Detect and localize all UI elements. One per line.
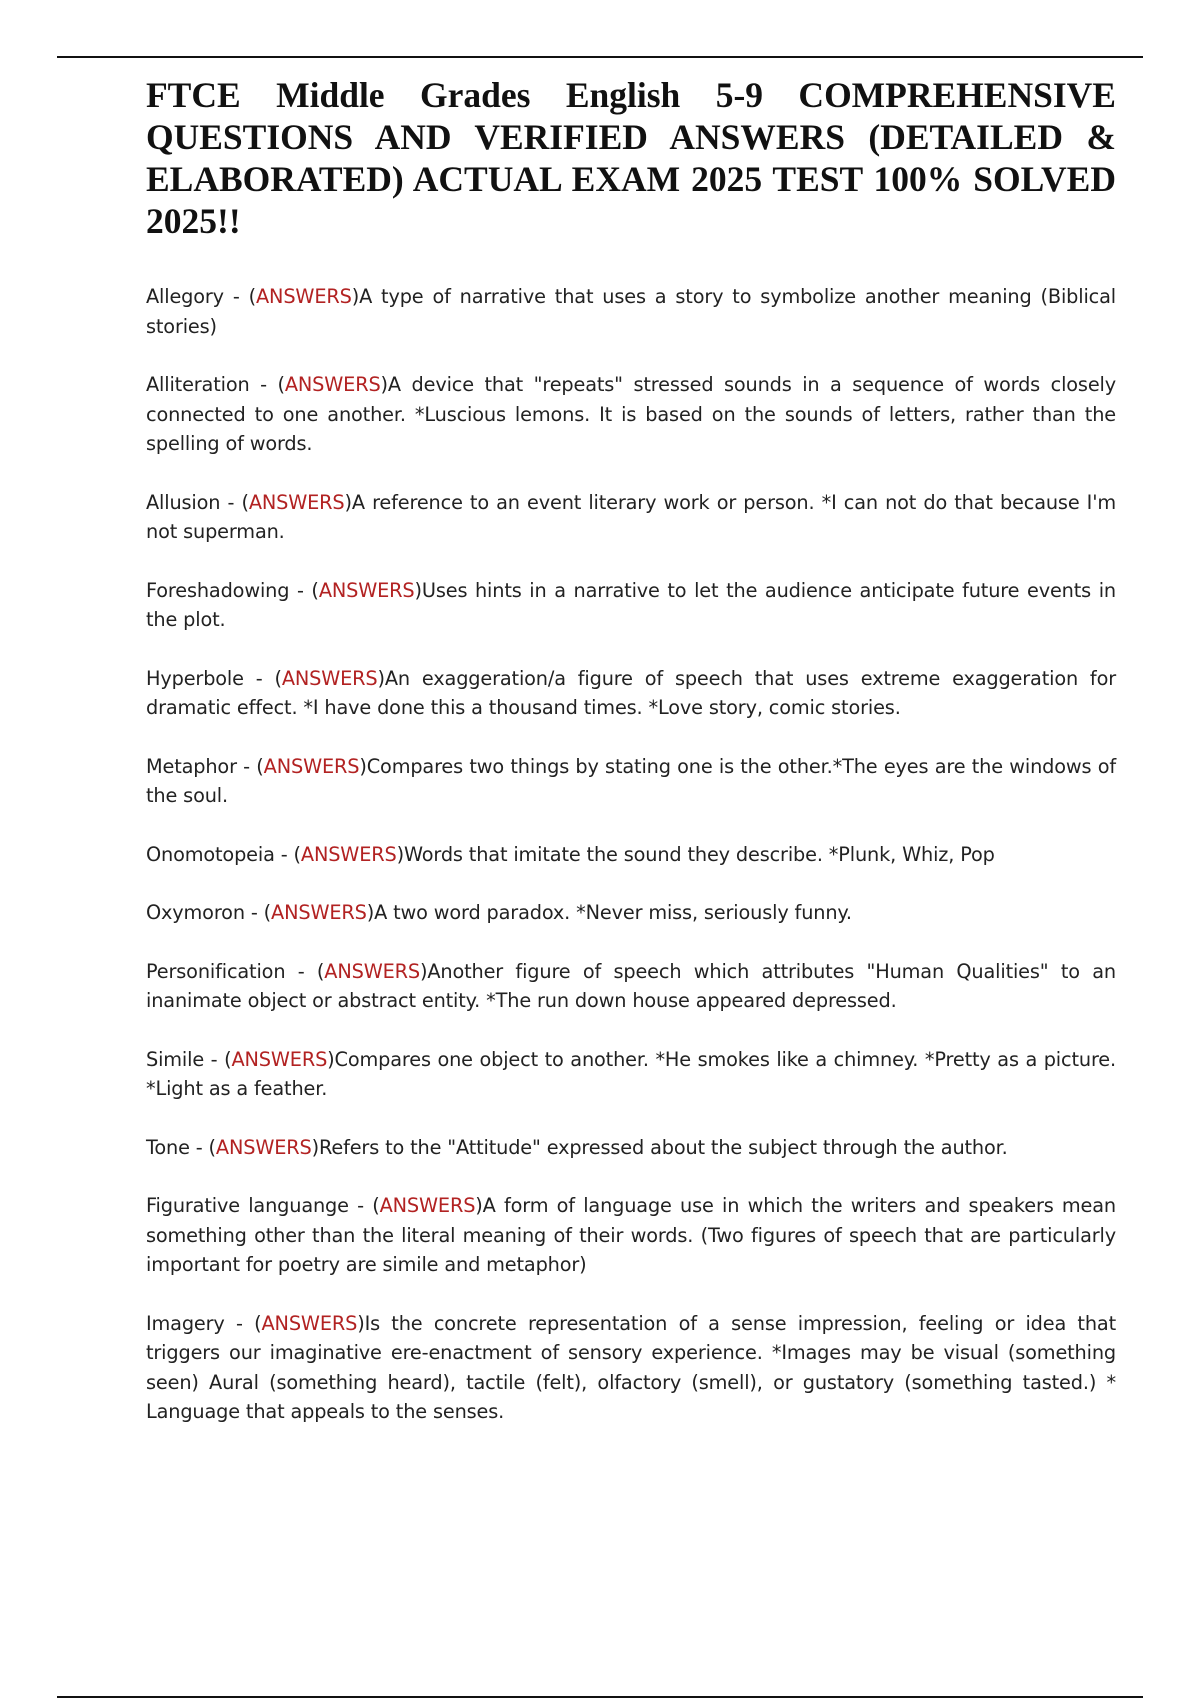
entry-definition: Compares one object to another. *He smokes like a chimney. *Pretty as a picture. *Light as a feather. (146, 1047, 1116, 1100)
glossary-entry: Personification - (ANSWERS)Another figure of speech which attributes "Human Qualities" to an inanimate object or abstract entity. *The run down house appeared depressed. (146, 959, 1117, 1012)
glossary-entry: Allusion - (ANSWERS)A reference to an event literary work or person. *I can not do that because I'm not superman. (146, 490, 1117, 543)
entry-definition: Is the concrete representation of a sense impression, feeling or idea that triggers our imaginative ere-enactment of sensory experience. *Images may be visual (something seen) Aural (something heard), tactile (felt), olfactory (smell), or gustatory (something tasted.) * Language that appeals to the senses. (146, 1311, 1116, 1423)
entry-term: Foreshadowing (146, 578, 290, 602)
answers-tag: ANSWERS (261, 1311, 358, 1335)
answers-tag: ANSWERS (215, 1135, 312, 1159)
bottom-rule (57, 1696, 1143, 1698)
glossary-entry: Alliteration - (ANSWERS)A device that "repeats" stressed sounds in a sequence of words closely connected to one another. *Luscious lemons. It is based on the sounds of letters, rather than the spelling of words. (146, 373, 1116, 455)
entry-definition: A reference to an event literary work or person. *I can not do that because I'm not superman. (146, 490, 1117, 543)
document-body (146, 74, 1116, 1456)
glossary-entry: Imagery - (ANSWERS)Is the concrete representation of a sense impression, feeling or idea that triggers our imaginative ere-enactment of sensory experience. *Images may be visual (something seen) Aural (something heard), tactile (felt), olfactory (smell), or gustatory (something tasted.) * Language that appeals to the senses. (146, 1311, 1116, 1423)
entry-term: Figurative languange (146, 1194, 349, 1217)
glossary-entry: Figurative languange - (ANSWERS)A form of language use in which the writers and speakers mean something other than the literal meaning of their words. (Two figures of speech that are particularly important for poetry are simile and metaphor) (146, 1194, 1116, 1276)
entry-definition: A two word paradox. *Never miss, seriously funny. (374, 901, 852, 924)
entry-term: Allusion (146, 490, 221, 514)
answers-tag: ANSWERS (318, 578, 415, 602)
top-rule (57, 56, 1143, 58)
entry-definition: Another figure of speech which attributes "Human Qualities" to an inanimate object or abstract entity. *The run down house appeared depressed. (146, 959, 1117, 1012)
answers-tag: ANSWERS (281, 666, 378, 690)
answers-tag: ANSWERS (231, 1047, 328, 1071)
entry-definition: A type of narrative that uses a story to symbolize another meaning (Biblical stories) (146, 285, 1116, 338)
glossary-entry: Hyperbole - (ANSWERS)An exaggeration/a figure of speech that uses extreme exaggeration for dramatic effect. *I have done this a thousand times. *Love story, comic stories. (146, 666, 1116, 719)
entry-definition: An exaggeration/a figure of speech that uses extreme exaggeration for dramatic effect. *I have done this a thousand times. *Love story, comic stories. (146, 666, 1116, 719)
entry-definition: Refers to the "Attitude" expressed about the subject through the author. (318, 1135, 1008, 1159)
entry-term: Simile (146, 1047, 205, 1071)
glossary-entry: Allegory - (ANSWERS)A type of narrative that uses a story to symbolize another meaning (Biblical stories) (146, 285, 1116, 338)
entry-term: Imagery (146, 1311, 225, 1335)
entry-term: Metaphor (146, 754, 237, 778)
entry-definition: Words that imitate the sound they describe. *Plunk, Whiz, Pop (403, 842, 995, 866)
glossary-entry: Simile - (ANSWERS)Compares one object to another. *He smokes like a chimney. *Pretty as a picture. *Light as a feather. (146, 1047, 1116, 1100)
glossary-entry: Oxymoron - (ANSWERS)A two word paradox. *Never miss, seriously funny. (146, 901, 852, 924)
answers-tag: ANSWERS (263, 754, 360, 778)
entry-term: Onomotopeia (146, 842, 275, 866)
answers-tag: ANSWERS (379, 1194, 476, 1217)
glossary-entry: Metaphor - (ANSWERS)Compares two things by stating one is the other.*The eyes are the windows of the soul. (146, 754, 1117, 807)
glossary-entry: Tone - (ANSWERS)Refers to the "Attitude" expressed about the subject through the author. (146, 1135, 1008, 1159)
entry-definition: Compares two things by stating one is the other.*The eyes are the windows of the soul. (146, 754, 1117, 807)
answers-tag: ANSWERS (271, 901, 367, 924)
entry-term: Personification (146, 959, 286, 983)
answers-tag: ANSWERS (248, 490, 345, 514)
glossary-entry: Foreshadowing - (ANSWERS)Uses hints in a narrative to let the audience anticipate future events in the plot. (146, 578, 1116, 631)
entry-term: Hyperbole (146, 666, 244, 690)
answers-tag: ANSWERS (324, 959, 420, 983)
answers-tag: ANSWERS (300, 842, 397, 866)
glossary-list (146, 282, 1116, 1427)
entry-definition: A device that "repeats" stressed sounds in a sequence of words closely connected to one another. *Luscious lemons. It is based on the sounds of letters, rather than the spelling of words. (146, 373, 1116, 455)
entry-term: Oxymoron (146, 901, 245, 924)
entry-term: Allegory (146, 285, 224, 308)
entry-term: Alliteration (146, 373, 250, 396)
entry-definition: A form of language use in which the writers and speakers mean something other than the literal meaning of their words. (Two figures of speech that are particularly important for poetry are simile and metaphor) (146, 1194, 1116, 1276)
entry-term: Tone (146, 1135, 190, 1159)
answers-tag: ANSWERS (256, 285, 352, 308)
answers-tag: ANSWERS (284, 373, 381, 396)
document-title: FTCE Middle Grades English 5-9 COMPREHENSIVE QUESTIONS AND VERIFIED ANSWERS (DETAILED & ELABORATED) ACTUAL EXAM 2025 TEST 100% SOLVED 2025!! (146, 75, 1116, 241)
glossary-entry: Onomotopeia - (ANSWERS)Words that imitate the sound they describe. *Plunk, Whiz, Pop (146, 842, 995, 866)
entry-definition: Uses hints in a narrative to let the audience anticipate future events in the plot. (146, 578, 1116, 631)
